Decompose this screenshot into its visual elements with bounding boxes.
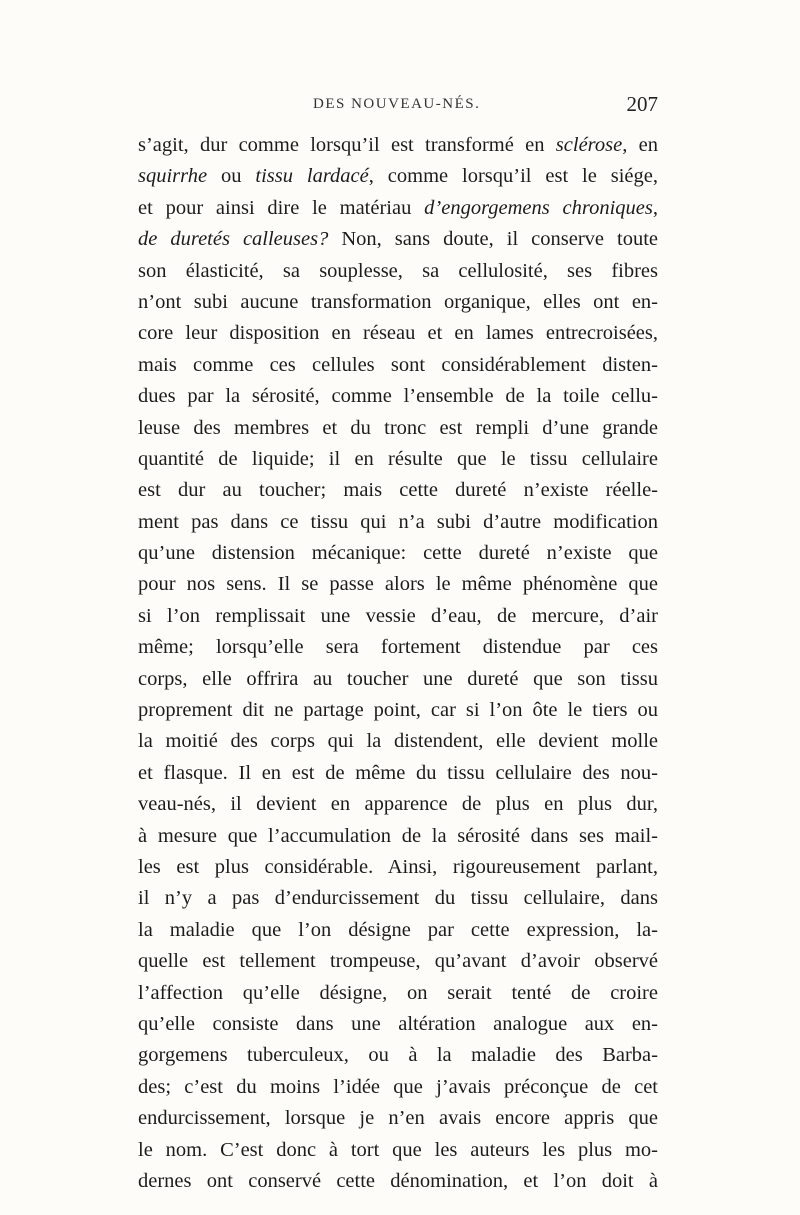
text-line (138, 601, 658, 632)
text-run: quelle est tellement trompeuse, qu’avant d’avoir observé (138, 950, 658, 973)
text-line (138, 569, 658, 600)
text-line (138, 946, 658, 977)
text-run: , en (622, 134, 658, 156)
text-line (138, 1135, 658, 1166)
text-run: à mesure que l’accumulation de la sérosité dans ses mail- (138, 824, 658, 847)
text-run: ou (207, 165, 256, 188)
text-run: et flasque. Il en est de même du tissu cellulaire des nou- (138, 761, 658, 784)
text-run: qu’une distension mécanique: cette dureté n’existe que (138, 542, 658, 565)
text-run: et pour ainsi dire le matériau (138, 196, 425, 219)
text-run: le nom. C’est donc à tort que les auteurs les plus mo- (138, 1138, 658, 1161)
text-run: s’agit, dur comme lorsqu’il est transformé en (138, 134, 556, 156)
text-run: dernes ont conservé cette dénomination, et l’on doit à (138, 1169, 658, 1192)
running-title: DES NOUVEAU-NÉS. (313, 96, 481, 112)
text-run: son élasticité, sa souplesse, sa cellulosité, ses fibres (138, 259, 658, 282)
text-line (138, 381, 658, 412)
text-line (138, 978, 658, 1009)
text-line (138, 883, 658, 914)
text-run: leuse des membres et du tronc est rempli d’une grande (138, 416, 658, 439)
text-run: est dur au toucher; mais cette dureté n’existe réelle- (138, 479, 658, 502)
text-line (138, 318, 658, 349)
italic-text-run: squirrhe (138, 165, 208, 188)
text-line (138, 224, 658, 255)
text-run: dues par la sérosité, comme l’ensemble de la toile cellu- (138, 385, 658, 408)
text-line (138, 632, 658, 663)
text-run: les est plus considérable. Ainsi, rigoureusement parlant, (138, 855, 658, 878)
text-line (138, 758, 658, 789)
text-line (138, 915, 658, 946)
text-line (138, 193, 658, 224)
text-run: gorgemens tuberculeux, ou à la maladie des Barba- (138, 1044, 658, 1067)
italic-text-run: sclérose (555, 134, 623, 156)
text-run: ment pas dans ce tissu qui n’a subi d’autre modification (138, 510, 658, 533)
text-run: même; lorsqu’elle sera fortement distendue par ces (138, 636, 658, 659)
text-line (138, 1072, 658, 1103)
text-run: si l’on remplissait une vessie d’eau, de mercure, d’air (138, 604, 658, 627)
text-line (138, 1103, 658, 1134)
text-line (138, 538, 658, 569)
text-line (138, 1040, 658, 1071)
text-line (138, 852, 658, 883)
text-run: , comme lorsqu’il est le siége, (368, 165, 658, 188)
text-run: endurcissement, lorsque je n’en avais encore appris que (138, 1107, 658, 1130)
text-run: corps, elle offrira au toucher une dureté que son tissu (138, 667, 658, 690)
text-line (138, 507, 658, 538)
text-run: il n’y a pas d’endurcissement du tissu cellulaire, dans (138, 887, 658, 910)
text-line (138, 695, 658, 726)
text-line (138, 130, 658, 161)
page-number: 207 (626, 92, 658, 116)
text-run: Non, sans doute, il conserve toute (328, 228, 658, 251)
italic-text-run: d’engorgemens chroniques (424, 196, 653, 219)
text-run: l’affection qu’elle désigne, on serait tenté de croire (138, 981, 658, 1004)
text-run: quantité de liquide; il en résulte que le tissu cellulaire (138, 447, 658, 470)
text-line (138, 1166, 658, 1197)
text-run: la moitié des corps qui la distendent, elle devient molle (138, 730, 658, 753)
text-line (138, 726, 658, 757)
text-run: , (652, 196, 659, 219)
text-line (138, 664, 658, 695)
text-line (138, 413, 658, 444)
text-run: veau-nés, il devient en apparence de plus en plus dur, (138, 793, 658, 816)
text-run: n’ont subi aucune transformation organique, elles ont en- (138, 290, 658, 313)
text-line (138, 287, 658, 318)
text-line (138, 161, 658, 192)
text-line (138, 821, 658, 852)
italic-text-run: de duretés calleuses? (138, 228, 329, 251)
body-text (138, 130, 658, 1197)
text-run: proprement dit ne partage point, car si l’on ôte le tiers ou (138, 699, 658, 722)
text-run: des; c’est du moins l’idée que j’avais préconçue de cet (138, 1075, 658, 1098)
page-header (138, 92, 658, 122)
text-line (138, 256, 658, 287)
text-run: qu’elle consiste dans une altération analogue aux en- (138, 1012, 658, 1035)
text-run: pour nos sens. Il se passe alors le même phénomène que (138, 573, 658, 596)
text-line (138, 444, 658, 475)
text-run: mais comme ces cellules sont considérablement disten- (138, 353, 658, 376)
text-line (138, 1009, 658, 1040)
text-run: core leur disposition en réseau et en lames entrecroisées, (138, 322, 658, 345)
text-line (138, 789, 658, 820)
text-line (138, 475, 658, 506)
text-line (138, 350, 658, 381)
italic-text-run: tissu lardacé (255, 165, 369, 188)
text-run: la maladie que l’on désigne par cette expression, la- (138, 918, 658, 941)
